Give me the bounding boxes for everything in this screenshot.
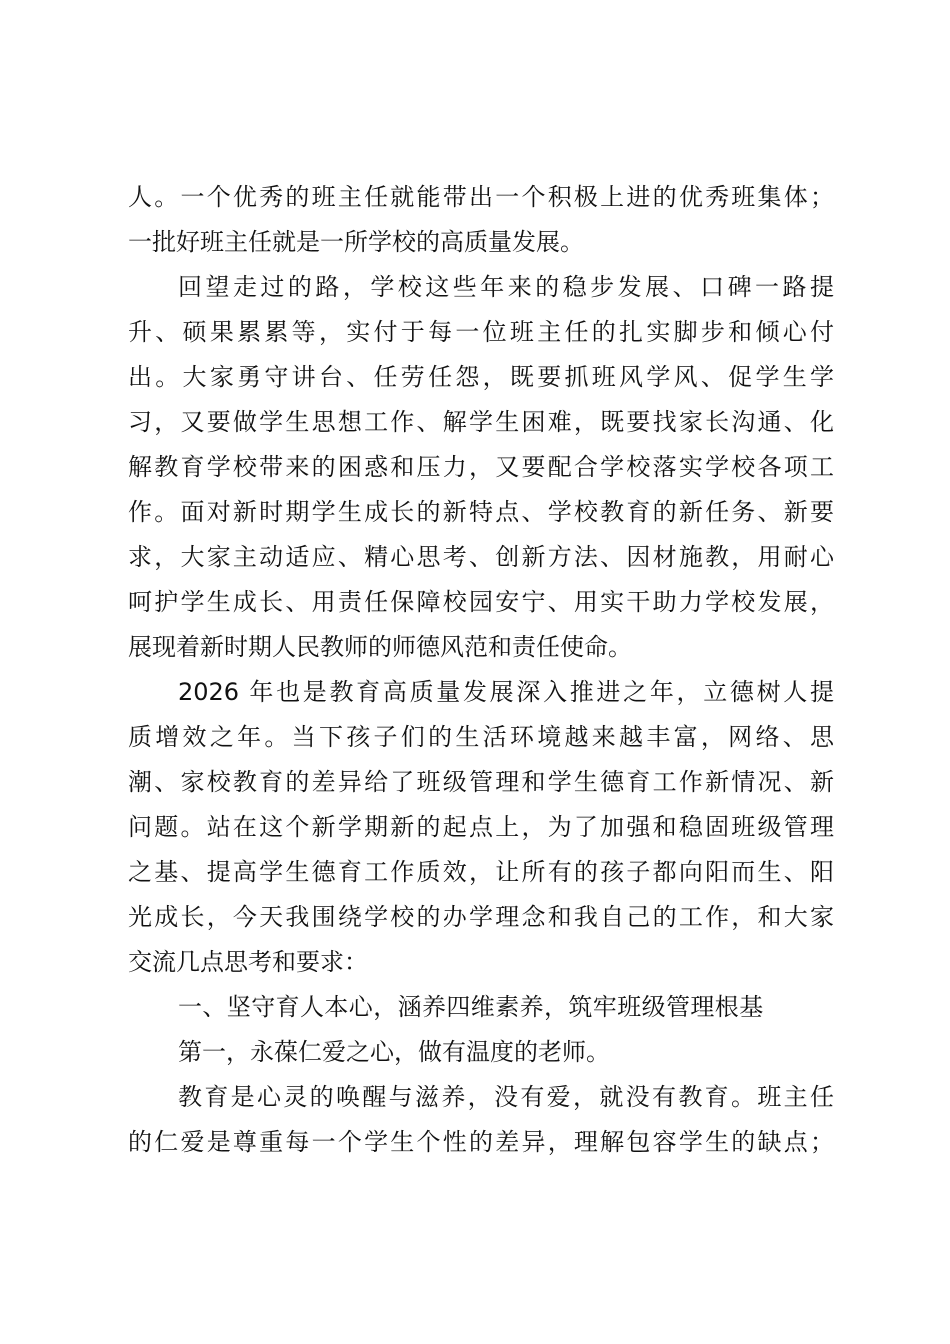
text-line: 求，大家主动适应、精心思考、创新方法、因材施教，用耐心 (128, 543, 834, 571)
text-line: 质增效之年。当下孩子们的生活环境越来越丰富，网络、思 (128, 723, 834, 751)
text-line: 习，又要做学生思想工作、解学生困难，既要找家长沟通、化 (128, 408, 834, 436)
paragraph (128, 175, 834, 265)
text-line: 升、硕果累累等，实付于每一位班主任的扎实脚步和倾心付 (128, 318, 834, 346)
paragraph (128, 265, 834, 670)
text-line: 问题。站在这个新学期新的起点上，为了加强和稳固班级管理 (128, 813, 834, 841)
text-line: 回望走过的路，学校这些年来的稳步发展、口碑一路提 (178, 273, 834, 301)
paragraph (128, 670, 834, 985)
text-line: 人。一个优秀的班主任就能带出一个积极上进的优秀班集体； (128, 183, 834, 211)
text-line: 2026 年也是教育高质量发展深入推进之年，立德树人提 (178, 678, 834, 706)
text-line: 一批好班主任就是一所学校的高质量发展。 (128, 228, 584, 256)
text-line: 之基、提高学生德育工作质效，让所有的孩子都向阳而生、阳 (128, 858, 834, 886)
text-line: 展现着新时期人民教师的师德风范和责任使命。 (128, 633, 632, 661)
text-line: 出。大家勇守讲台、任劳任怨，既要抓班风学风、促学生学 (128, 363, 834, 391)
subheading-text: 第一，永葆仁爱之心，做有温度的老师。 (178, 1038, 610, 1066)
text-line: 潮、家校教育的差异给了班级管理和学生德育工作新情况、新 (128, 768, 834, 796)
text-line: 解教育学校带来的困惑和压力，又要配合学校落实学校各项工 (128, 453, 834, 481)
subsection-heading (128, 1030, 834, 1075)
section-heading (128, 985, 834, 1030)
text-line: 的仁爱是尊重每一个学生个性的差异，理解包容学生的缺点； (128, 1128, 834, 1156)
text-line: 呵护学生成长、用责任保障校园安宁、用实干助力学校发展， (128, 588, 834, 616)
text-line: 作。面对新时期学生成长的新特点、学校教育的新任务、新要 (128, 498, 834, 526)
heading-text: 一、坚守育人本心，涵养四维素养，筑牢班级管理根基 (178, 993, 764, 1021)
text-line: 光成长，今天我围绕学校的办学理念和我自己的工作，和大家 (128, 903, 834, 931)
document-body (128, 175, 834, 1165)
text-line: 教育是心灵的唤醒与滋养，没有爱，就没有教育。班主任 (178, 1083, 834, 1111)
text-line: 交流几点思考和要求： (128, 948, 368, 976)
paragraph (128, 1075, 834, 1165)
